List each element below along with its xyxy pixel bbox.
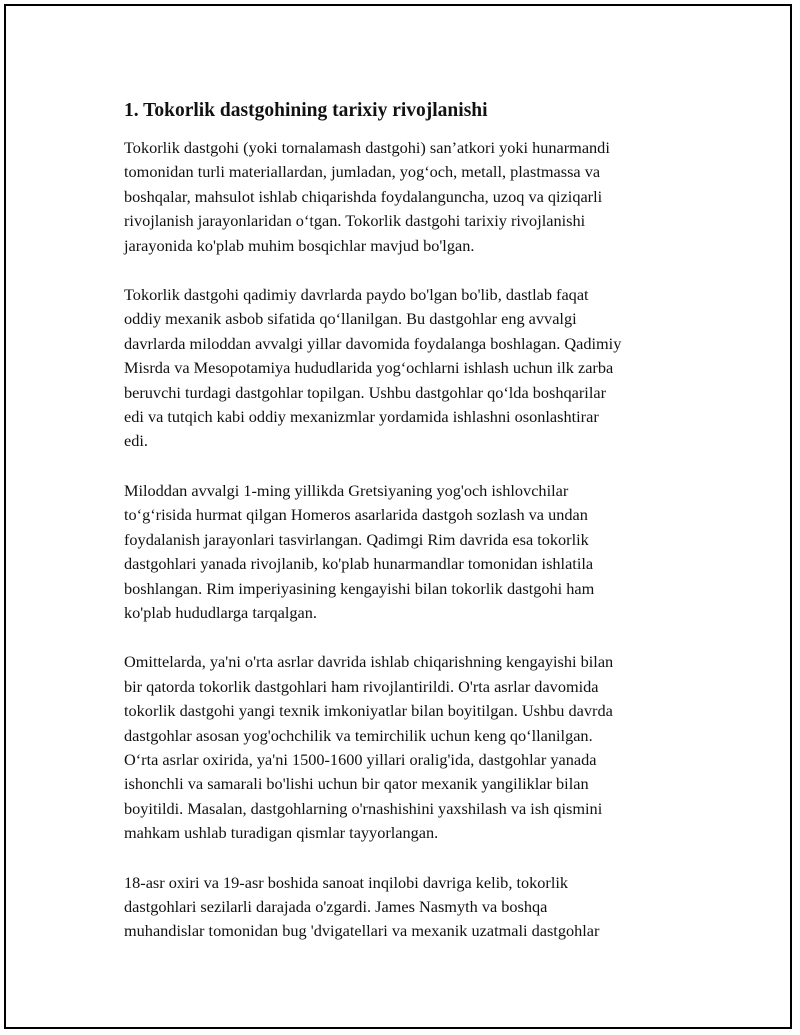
text-line: tokorlik dastgohi yangi texnik imkoniyatlar bilan boyitilgan. Ushbu davrda [124,701,613,721]
paragraph-1 [124,136,684,258]
text-line: O‘rta asrlar oxirida, ya'ni 1500-1600 yillari oralig'ida, dastgohlar yanada [124,749,597,769]
text-line: muhandislar tomonidan bug 'dvigatellari va mexanik uzatmali dastgohlar [124,921,600,941]
text-line: tomonidan turli materiallardan, jumladan, yog‘och, metall, plastmassa va [124,162,601,182]
text-line: rivojlanish jarayonlaridan o‘tgan. Tokorlik dastgohi tarixiy rivojlanishi [124,211,586,231]
paragraph-5 [124,871,684,944]
text-line: ishonchli va samarali bo'lishi uchun bir qator mexanik yangiliklar bilan [124,774,589,794]
text-line: edi va tutqich kabi oddiy mexanizmlar yordamida ishlashni osonlashtirar [124,407,599,427]
text-line: davrlarda miloddan avvalgi yillar davomida foydalanga boshlagan. Qadimiy [124,333,622,353]
text-line: edi. [124,431,148,451]
text-line: mahkam ushlab turadigan qismlar tayyorlangan. [124,823,439,843]
text-line: ko'plab hududlarga tarqalgan. [124,602,317,622]
text-line: dastgohlar asosan yog'ochchilik va temirchilik uchun keng qo‘llanilgan. [124,725,593,745]
document-body [124,98,684,969]
text-line: bir qatorda tokorlik dastgohlari ham rivojlantirildi. O'rta asrlar davomida [124,676,599,696]
text-line: foydalanish jarayonlari tasvirlangan. Qadimgi Rim davrida esa tokorlik [124,529,589,549]
paragraph-2 [124,283,684,454]
text-line: to‘g‘risida hurmat qilgan Homeros asarlarida dastgoh sozlash va undan [124,505,588,525]
text-line: dastgohlari sezilarli darajada o'zgardi. James Nasmyth va boshqa [124,896,548,916]
paragraph-3 [124,479,684,625]
paragraph-4 [124,650,684,845]
text-line: Omittelarda, ya'ni o'rta asrlar davrida ishlab chiqarishning kengayishi bilan [124,652,614,672]
text-line: Tokorlik dastgohi (yoki tornalamash dastgohi) san’atkori yoki hunarmandi [124,138,610,157]
text-line: oddiy mexanik asbob sifatida qo‘llanilgan. Bu dastgohlar eng avvalgi [124,309,577,329]
text-line: boyitildi. Masalan, dastgohlarning o'rnashishini yaxshilash va ish qismini [124,798,603,818]
text-line: Tokorlik dastgohi qadimiy davrlarda paydo bo'lgan bo'lib, dastlab faqat [124,285,589,305]
text-line: Misrda va Mesopotamiya hududlarida yog‘ochlarni ishlash uchun ilk zarba [124,358,614,378]
text-line: 18-asr oxiri va 19-asr boshida sanoat inqilobi davriga kelib, tokorlik [124,872,569,892]
section-heading: 1. Tokorlik dastgohining tarixiy rivojlanishi [124,100,488,121]
text-line: boshlangan. Rim imperiyasining kengayishi bilan tokorlik dastgohi ham [124,578,595,598]
text-line: dastgohlari yanada rivojlanib, ko'plab hunarmandlar tomonidan ishlatila [124,554,594,574]
text-line: boshqalar, mahsulot ishlab chiqarishda foydalanguncha, uzoq va qiziqarli [124,186,603,206]
text-line: Miloddan avvalgi 1-ming yillikda Gretsiyaning yog'och ishlovchilar [124,480,569,500]
page-frame [4,4,792,1029]
text-line: beruvchi turdagi dastgohlar topilgan. Ushbu dastgohlar qo‘lda boshqarilar [124,382,606,402]
text-line: jarayonida ko'plab muhim bosqichlar mavjud bo'lgan. [124,235,475,255]
